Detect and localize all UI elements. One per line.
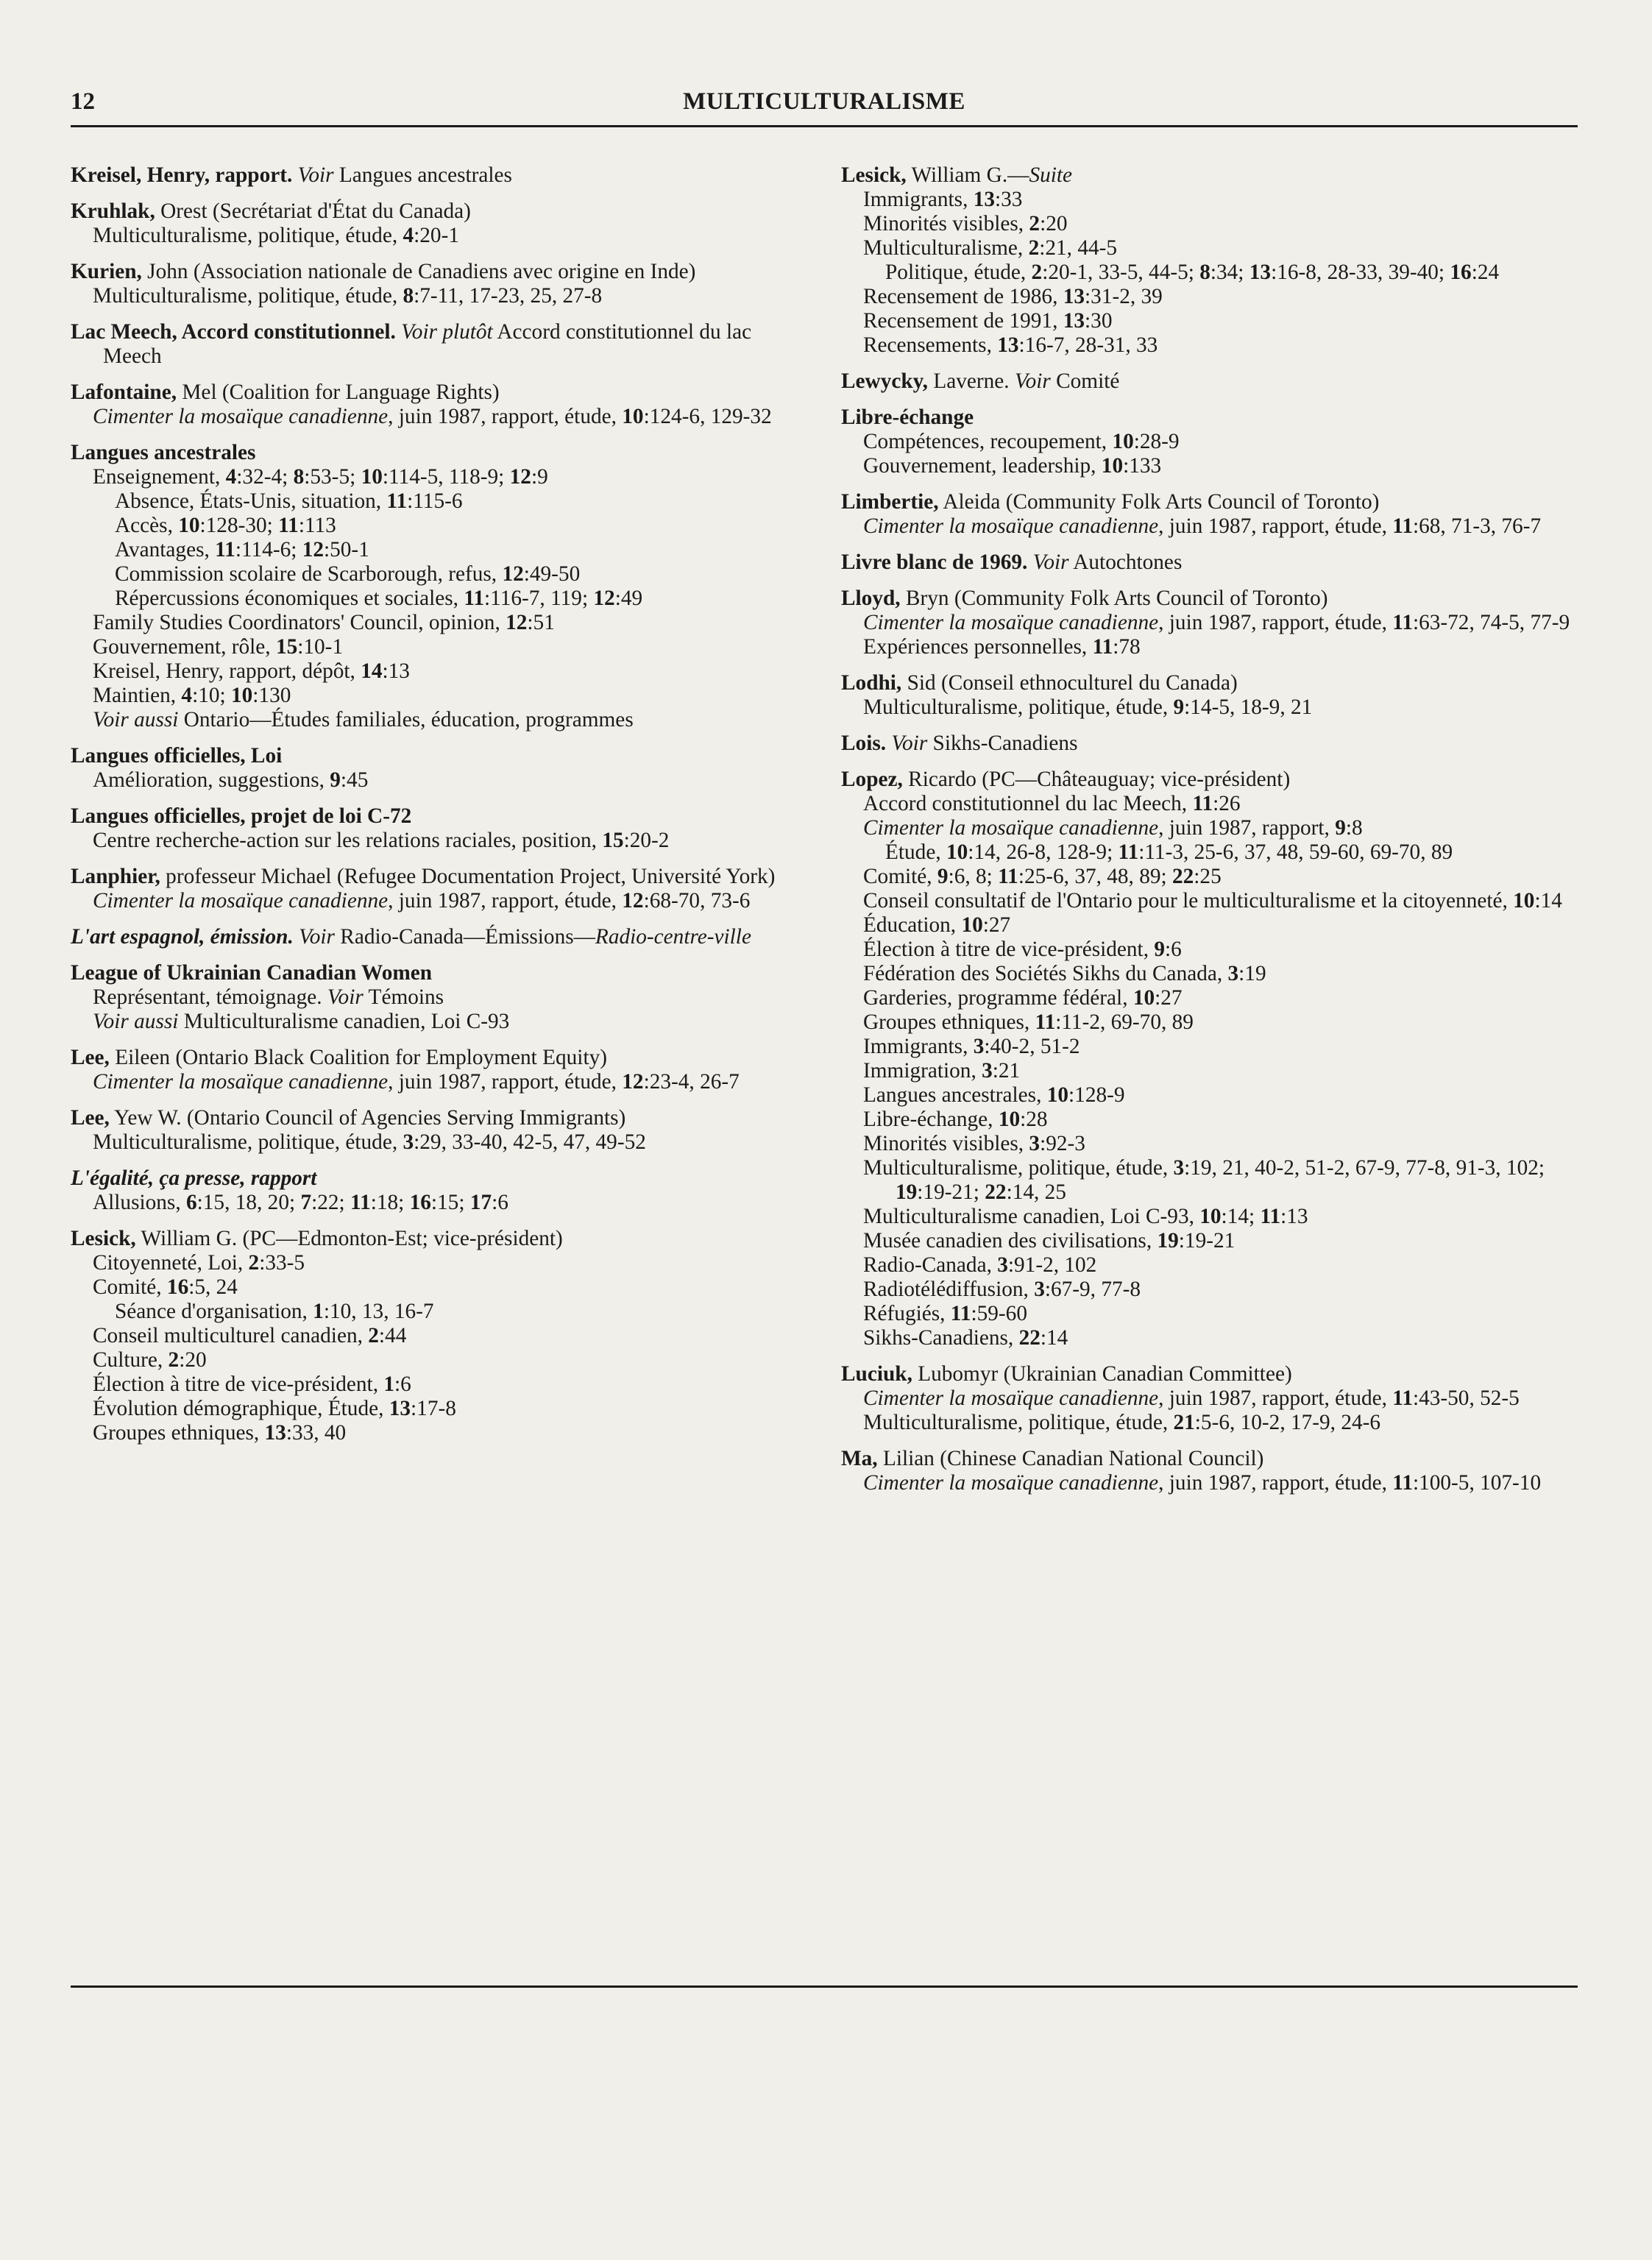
subentry-line: Cimenter la mosaïque canadienne, juin 1987, rapport, étude, 11:43-50, 52-5 xyxy=(863,1386,1520,1410)
subentry-line: Politique, étude, 2:20-1, 33-5, 44-5; 8:34; 13:16-8, 28-33, 39-40; 16:24 xyxy=(885,261,1500,284)
subentry-line: Centre recherche-action sur les relations raciales, position, 15:20-2 xyxy=(93,829,670,852)
entry-heading-rest: John (Association nationale de Canadiens avec origine en Inde) xyxy=(141,260,696,283)
subentry-line: Recensement de 1986, 13:31-2, 39 xyxy=(863,285,1163,308)
subentry-line: Groupes ethniques, 13:33, 40 xyxy=(93,1421,347,1445)
subentry-line: Multiculturalisme canadien, Loi C-93, 10:14; 11:13 xyxy=(863,1205,1308,1228)
subentry-line: Cimenter la mosaïque canadienne, juin 1987, rapport, étude, 11:100-5, 107-10 xyxy=(863,1471,1542,1495)
entry-heading xyxy=(71,441,806,465)
subentry-line: Kreisel, Henry, rapport, dépôt, 14:13 xyxy=(93,659,410,683)
entry-heading-rest: Laverne. Voir Comité xyxy=(928,369,1120,393)
index-entry xyxy=(71,163,806,188)
index-entry xyxy=(71,1166,806,1215)
entry-heading-rest: Aleida (Community Folk Arts Council of Toronto) xyxy=(938,490,1380,514)
subentry-line: Évolution démographique, Étude, 13:17-8 xyxy=(93,1397,456,1420)
entry-heading xyxy=(71,199,806,224)
index-column-left xyxy=(71,163,806,1457)
index-entry xyxy=(841,405,1577,478)
subentry-line: Recensement de 1991, 13:30 xyxy=(863,309,1113,333)
entry-heading xyxy=(71,744,806,768)
subentry-line: Compétences, recoupement, 10:28-9 xyxy=(863,430,1180,453)
entry-headword: Lopez, xyxy=(841,768,903,791)
subentry-line: Maintien, 4:10; 10:130 xyxy=(93,684,291,707)
entry-headword: Kreisel, Henry, rapport. xyxy=(71,163,293,187)
entry-headword: L'art espagnol, émission. xyxy=(71,925,294,949)
subentry-line: Citoyenneté, Loi, 2:33-5 xyxy=(93,1251,305,1275)
entry-heading xyxy=(71,163,806,188)
entry-heading xyxy=(841,671,1577,695)
entry-headword: Luciuk, xyxy=(841,1362,912,1386)
entry-heading-rest: professeur Michael (Refugee Documentation Project, Université York) xyxy=(160,865,776,888)
index-entry xyxy=(71,199,806,248)
index-entry xyxy=(71,1046,806,1094)
subentry-line: Éducation, 10:27 xyxy=(863,913,1011,937)
subentry-line: Recensements, 13:16-7, 28-31, 33 xyxy=(863,333,1158,357)
subentry-line: Libre-échange, 10:28 xyxy=(863,1108,1048,1131)
subentry-line: Multiculturalisme, politique, étude, 21:5-6, 10-2, 17-9, 24-6 xyxy=(863,1411,1381,1434)
subentry-line: Cimenter la mosaïque canadienne, juin 1987, rapport, étude, 11:63-72, 74-5, 77-9 xyxy=(863,611,1570,634)
index-entry xyxy=(71,320,806,369)
subentry-line: Groupes ethniques, 11:11-2, 69-70, 89 xyxy=(863,1010,1194,1034)
entry-headword: Lanphier, xyxy=(71,865,160,888)
entry-heading-rest: Voir Autochtones xyxy=(1032,550,1183,574)
index-entry xyxy=(841,1362,1577,1435)
subentry-line: Multiculturalisme, politique, étude, 3:19, 21, 40-2, 51-2, 67-9, 77-8, 91-3, 102; 19:19-21; 22:14, 25 xyxy=(863,1156,1545,1204)
entry-heading xyxy=(71,260,806,284)
subentry-line: Fédération des Sociétés Sikhs du Canada, 3:19 xyxy=(863,962,1266,985)
subentry-line: Minorités visibles, 3:92-3 xyxy=(863,1132,1085,1155)
entry-heading xyxy=(71,865,806,889)
subentry-line: Accord constitutionnel du lac Meech, 11:26 xyxy=(863,792,1241,815)
subentry-line: Family Studies Coordinators' Council, opinion, 12:51 xyxy=(93,611,555,634)
subentry-line: Enseignement, 4:32-4; 8:53-5; 10:114-5, 118-9; 12:9 xyxy=(93,465,548,489)
entry-headword: Limbertie, xyxy=(841,490,939,514)
entry-heading-rest: Voir plutôt Accord constitutionnel du lac Meech xyxy=(103,320,752,368)
index-entry xyxy=(71,961,806,1034)
entry-heading-rest: Voir Langues ancestrales xyxy=(297,163,512,187)
page-title: MULTICULTURALISME xyxy=(683,88,965,115)
entry-headword: Lloyd, xyxy=(841,587,901,610)
entry-headword: Livre blanc de 1969. xyxy=(841,550,1028,574)
entry-heading xyxy=(71,1046,806,1070)
subentry-line: Étude, 10:14, 26-8, 128-9; 11:11-3, 25-6, 37, 48, 59-60, 69-70, 89 xyxy=(885,840,1453,864)
subentry-line: Cimenter la mosaïque canadienne, juin 1987, rapport, étude, 12:23-4, 26-7 xyxy=(93,1070,740,1094)
subentry-line: Cimenter la mosaïque canadienne, juin 1987, rapport, étude, 11:68, 71-3, 76-7 xyxy=(863,514,1542,538)
entry-heading xyxy=(841,587,1577,611)
subentry-line: Musée canadien des civilisations, 19:19-21 xyxy=(863,1229,1236,1253)
subentry-line: Élection à titre de vice-président, 1:6 xyxy=(93,1372,411,1396)
entry-heading-rest: William G. (PC—Edmonton-Est; vice-président) xyxy=(135,1227,563,1250)
subentry-line: Culture, 2:20 xyxy=(93,1348,207,1372)
entry-heading xyxy=(71,320,806,369)
subentry-line: Avantages, 11:114-6; 12:50-1 xyxy=(115,538,369,562)
entry-headword: L'égalité, ça presse, rapport xyxy=(71,1166,317,1190)
entry-heading xyxy=(71,961,806,985)
subentry-line: Cimenter la mosaïque canadienne, juin 1987, rapport, étude, 10:124-6, 129-32 xyxy=(93,405,772,428)
entry-headword: Lee, xyxy=(71,1106,110,1130)
index-entry xyxy=(841,768,1577,1350)
subentry-line: Sikhs-Canadiens, 22:14 xyxy=(863,1326,1068,1350)
subentry-line: Cimenter la mosaïque canadienne, juin 1987, rapport, étude, 12:68-70, 73-6 xyxy=(93,889,751,913)
entry-headword: Langues officielles, projet de loi C-72 xyxy=(71,804,412,828)
entry-heading-rest: Lubomyr (Ukrainian Canadian Committee) xyxy=(912,1362,1292,1386)
entry-headword: Lodhi, xyxy=(841,671,902,695)
subentry-line: Voir aussi Multiculturalisme canadien, Loi C-93 xyxy=(93,1010,510,1033)
entry-heading-rest: Ricardo (PC—Châteauguay; vice-président) xyxy=(902,768,1291,791)
subentry-line: Expériences personnelles, 11:78 xyxy=(863,635,1141,659)
entry-heading xyxy=(841,550,1577,575)
subentry-line: Comité, 9:6, 8; 11:25-6, 37, 48, 89; 22:25 xyxy=(863,865,1222,888)
entry-heading xyxy=(71,925,806,949)
page-header xyxy=(71,87,1578,127)
subentry-line: Séance d'organisation, 1:10, 13, 16-7 xyxy=(115,1300,434,1323)
footer-rule xyxy=(71,1986,1578,1988)
entry-heading xyxy=(71,804,806,829)
entry-headword: Langues ancestrales xyxy=(71,441,256,464)
index-entry xyxy=(841,490,1577,539)
subentry-line: Radiotélédiffusion, 3:67-9, 77-8 xyxy=(863,1278,1141,1301)
subentry-line: Commission scolaire de Scarborough, refus, 12:49-50 xyxy=(115,562,581,586)
index-entry xyxy=(71,441,806,732)
entry-headword: Lois. xyxy=(841,732,887,755)
entry-heading-rest: William G.—Suite xyxy=(906,163,1073,187)
page-number: 12 xyxy=(71,88,95,115)
index-entry xyxy=(841,1447,1577,1495)
entry-heading-rest: Mel (Coalition for Language Rights) xyxy=(177,380,500,404)
subentry-line: Immigrants, 3:40-2, 51-2 xyxy=(863,1035,1080,1058)
index-entry xyxy=(841,732,1577,756)
index-entry xyxy=(71,744,806,793)
index-entry xyxy=(841,550,1577,575)
index-entry xyxy=(71,1227,806,1445)
index-entry xyxy=(841,369,1577,394)
subentry-line: Multiculturalisme, politique, étude, 8:7-11, 17-23, 25, 27-8 xyxy=(93,284,603,308)
subentry-line: Multiculturalisme, politique, étude, 9:14-5, 18-9, 21 xyxy=(863,695,1313,719)
subentry-line: Langues ancestrales, 10:128-9 xyxy=(863,1083,1125,1107)
entry-heading xyxy=(71,1106,806,1130)
index-entry xyxy=(71,1106,806,1155)
subentry-line: Conseil multiculturel canadien, 2:44 xyxy=(93,1324,407,1347)
subentry-line: Garderies, programme fédéral, 10:27 xyxy=(863,986,1183,1010)
index-entry xyxy=(841,671,1577,720)
entry-heading xyxy=(71,1166,806,1191)
entry-heading xyxy=(71,380,806,405)
entry-heading xyxy=(841,768,1577,792)
entry-headword: Lesick, xyxy=(71,1227,136,1250)
entry-heading-rest: Orest (Secrétariat d'État du Canada) xyxy=(155,199,471,223)
entry-headword: Lee, xyxy=(71,1046,110,1069)
entry-heading-rest: Bryn (Community Folk Arts Council of Toronto) xyxy=(900,587,1328,610)
entry-headword: Libre-échange xyxy=(841,405,974,429)
subentry-line: Minorités visibles, 2:20 xyxy=(863,212,1068,235)
subentry-line: Élection à titre de vice-président, 9:6 xyxy=(863,938,1182,961)
subentry-line: Réfugiés, 11:59-60 xyxy=(863,1302,1027,1325)
index-column-right xyxy=(841,163,1577,1507)
entry-heading-rest: Voir Radio-Canada—Émissions—Radio-centre-ville xyxy=(299,925,751,949)
entry-heading xyxy=(841,163,1577,188)
index-entry xyxy=(71,925,806,949)
subentry-line: Immigration, 3:21 xyxy=(863,1059,1021,1083)
subentry-line: Voir aussi Ontario—Études familiales, éducation, programmes xyxy=(93,708,634,732)
entry-headword: Ma, xyxy=(841,1447,878,1470)
subentry-line: Comité, 16:5, 24 xyxy=(93,1275,238,1299)
entry-heading xyxy=(841,1362,1577,1386)
subentry-line: Gouvernement, leadership, 10:133 xyxy=(863,454,1162,478)
entry-headword: Kurien, xyxy=(71,260,142,283)
entry-headword: Lesick, xyxy=(841,163,907,187)
index-entry xyxy=(71,260,806,308)
subentry-line: Représentant, témoignage. Voir Témoins xyxy=(93,985,444,1009)
entry-heading xyxy=(841,405,1577,430)
entry-heading xyxy=(841,732,1577,756)
entry-headword: Langues officielles, Loi xyxy=(71,744,283,768)
entry-heading-rest: Sid (Conseil ethnoculturel du Canada) xyxy=(901,671,1238,695)
subentry-line: Multiculturalisme, 2:21, 44-5 xyxy=(863,236,1118,260)
subentry-line: Gouvernement, rôle, 15:10-1 xyxy=(93,635,344,659)
index-entry xyxy=(71,380,806,429)
entry-headword: Lafontaine, xyxy=(71,380,177,404)
entry-heading xyxy=(841,490,1577,514)
subentry-line: Accès, 10:128-30; 11:113 xyxy=(115,514,336,537)
subentry-line: Multiculturalisme, politique, étude, 3:29, 33-40, 42-5, 47, 49-52 xyxy=(93,1130,646,1154)
subentry-line: Radio-Canada, 3:91-2, 102 xyxy=(863,1253,1097,1277)
subentry-line: Multiculturalisme, politique, étude, 4:20-1 xyxy=(93,224,459,247)
entry-heading-rest: Yew W. (Ontario Council of Agencies Serving Immigrants) xyxy=(109,1106,626,1130)
index-entry xyxy=(71,804,806,853)
subentry-line: Absence, États-Unis, situation, 11:115-6 xyxy=(115,489,463,513)
entry-heading xyxy=(841,1447,1577,1471)
index-entry xyxy=(841,163,1577,358)
entry-heading xyxy=(841,369,1577,394)
entry-headword: Lewycky, xyxy=(841,369,929,393)
index-entry xyxy=(841,587,1577,659)
entry-heading-rest: Eileen (Ontario Black Coalition for Employment Equity) xyxy=(109,1046,607,1069)
entry-heading xyxy=(71,1227,806,1251)
entry-heading-rest: Voir Sikhs-Canadiens xyxy=(891,732,1078,755)
subentry-line: Immigrants, 13:33 xyxy=(863,188,1023,211)
index-entry xyxy=(71,865,806,913)
subentry-line: Cimenter la mosaïque canadienne, juin 1987, rapport, 9:8 xyxy=(863,816,1363,840)
subentry-line: Conseil consultatif de l'Ontario pour le multiculturalisme et la citoyenneté, 10:14 xyxy=(863,889,1562,913)
subentry-line: Amélioration, suggestions, 9:45 xyxy=(93,768,369,792)
subentry-line: Répercussions économiques et sociales, 11:116-7, 119; 12:49 xyxy=(115,587,643,610)
entry-headword: League of Ukrainian Canadian Women xyxy=(71,961,433,985)
entry-heading-rest: Lilian (Chinese Canadian National Council) xyxy=(877,1447,1264,1470)
subentry-line: Allusions, 6:15, 18, 20; 7:22; 11:18; 16:15; 17:6 xyxy=(93,1191,508,1214)
entry-headword: Lac Meech, Accord constitutionnel. xyxy=(71,320,396,344)
entry-headword: Kruhlak, xyxy=(71,199,155,223)
